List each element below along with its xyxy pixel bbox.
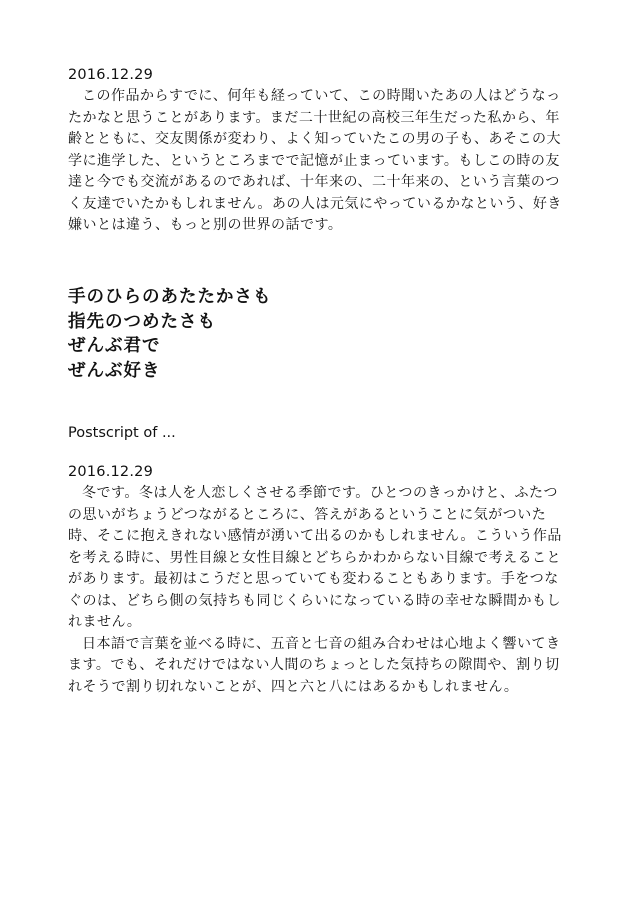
entry-body [68, 86, 568, 237]
poem-line: ぜんぶ君で [68, 336, 161, 356]
poem-line: 手のひらのあたたかさも [68, 287, 272, 307]
postscript-paragraph: 冬です。冬は人を人恋しくさせる季節です。ひとつのきっかけと、ふたつの思いがちょうどつながるところに、答えがあるということに気がついた時、そこに抱えきれない感情が湧いて出るのかもしれません。こういう作品を考える時に、男性目線と女性目線とどちらかわからない目線で考えることがあります。最初はこうだと思っていても変わることもあります。手をつなぐのは、どちら側の気持ちも同じくらいになっている時の幸せな瞬間かもしれません。 [68, 485, 562, 630]
poem-line: ぜんぶ好き [68, 360, 161, 381]
poem [68, 285, 272, 383]
postscript-date: 2016.12.29 [68, 464, 154, 480]
postscript-heading: Postscript of ... [68, 425, 176, 441]
postscript-paragraph: 日本語で言葉を並べる時に、五音と七音の組み合わせは心地よく響いてきます。でも、それだけではない人間のちょっとした気持ちの隙間や、割り切れそうで割り切れないことが、四と六と八にはあるかもしれません。 [68, 635, 561, 695]
entry-paragraph: この作品からすでに、何年も経っていて、この時聞いたあの人はどうなったかなと思うことがあります。まだ二十世紀の高校三年生だった私から、年齢とともに、交友関係が変わり、よく知っていたこの男の子も、あそこの大学に進学した、というところまでで記憶が止まっています。もしこの時の友達と今でも交流があるのであれば、十年来の、二十年来の、という言葉のつく友達でいたかもしれません。あの人は元気にやっているかなという、好き嫌いとは違う、もっと別の世界の話です。 [68, 88, 562, 233]
entry-date: 2016.12.29 [68, 67, 154, 83]
postscript-body [68, 483, 568, 698]
poem-line: 指先のつめたさも [68, 311, 216, 332]
